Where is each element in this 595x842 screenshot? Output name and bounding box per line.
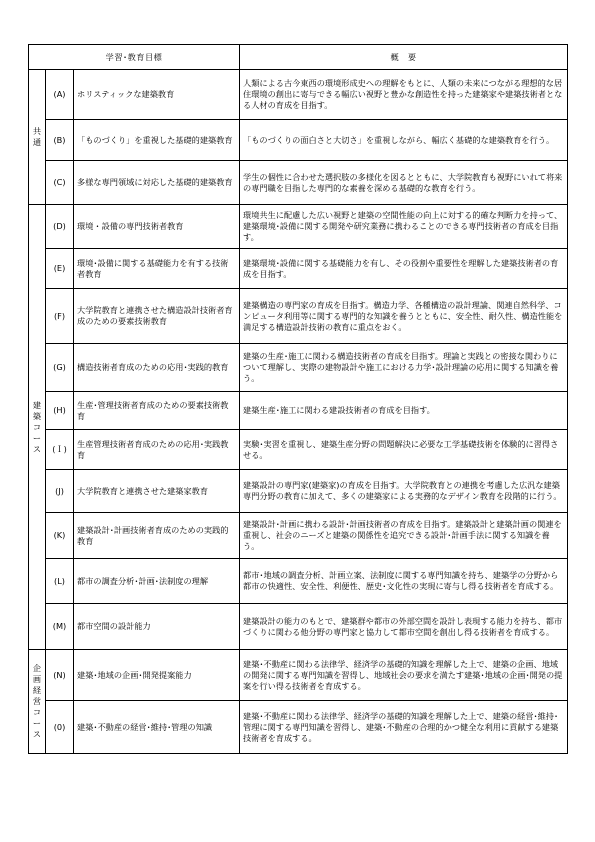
table-row (29, 513, 568, 559)
goal-title: 環境･設備に関する基礎能力を有する技術者教育 (74, 249, 240, 289)
group-label-common: 共 通 (29, 70, 46, 205)
table-row (29, 392, 568, 430)
goal-code: (G) (46, 344, 74, 392)
goal-summary: 学生の個性に合わせた選択肢の多様化を図るとともに、大学院教育も視野にいれて将来の専門職を目指した専門的な素養を深める基礎的な教育を行う。 (240, 161, 568, 205)
goal-summary: 建築設計の専門家(建築家)の育成を目指す。大学院教育との連携を考慮した広汎な建築専門分野の教育に加えて、多くの建築家による実務的なデザイン教育を段階的に行う。 (240, 470, 568, 513)
goal-title: 生産管理技術者育成のための応用･実践教育 (74, 430, 240, 470)
goal-code: (Ｉ) (46, 430, 74, 470)
goal-summary: 環境共生に配慮した広い視野と建築の空間性能の向上に対する的確な判断力を持って、建築環境･設備に関する開発や研究業務に携わることのできる専門技術者の育成を目指す。 (240, 205, 568, 249)
goal-summary: 人類による古今東西の環境形成史への理解をもとに、人類の未来につながる理想的な居住環境の創出に寄与できる幅広い視野と豊かな創造性を持った建築家や建築技術者となる人材の育成を目指す。 (240, 70, 568, 120)
goal-summary: 建築環境･設備に関する基礎能力を有し、その役割や重要性を理解した建築技術者の育成を目指す。 (240, 249, 568, 289)
goal-title: 「ものづくり」を重視した基礎的建築教育 (74, 120, 240, 161)
goal-code: (K) (46, 513, 74, 559)
goal-code: (H) (46, 392, 74, 430)
goal-summary: 建築構造の専門家の育成を目指す。構造力学、各種構造の設計理論、関連自然科学、コンピュータ利用等に関する専門的な知識を養うとともに、安全性、耐久性、構造性能を満足する構造設計技術の教育に重点をおく。 (240, 289, 568, 344)
table-row (29, 701, 568, 754)
group-label-planning: 企 画 経 営 コ ー ス (29, 650, 46, 754)
goal-summary: 建築生産･施工に関わる建設技術者の育成を目指す。 (240, 392, 568, 430)
goal-code: (A) (46, 70, 74, 120)
goal-title: 都市の調査分析･計画･法制度の理解 (74, 559, 240, 604)
table-row (29, 470, 568, 513)
goal-code: (J) (46, 470, 74, 513)
goal-code: (D) (46, 205, 74, 249)
education-goals-table (28, 44, 568, 754)
goal-code: (C) (46, 161, 74, 205)
goal-code: (N) (46, 650, 74, 701)
table-row (29, 344, 568, 392)
table-header-row (29, 45, 568, 70)
goal-summary: 建築設計･計画に携わる設計･計画技術者の育成を目指す。建築設計と建築計画の関連を重視し、社会のニーズと建築の関係性を追究できる設計･計画手法に関する知識を養う。 (240, 513, 568, 559)
goal-code: (M) (46, 604, 74, 650)
table-row (29, 559, 568, 604)
goal-code: (E) (46, 249, 74, 289)
goal-code: (0) (46, 701, 74, 754)
table-row (29, 161, 568, 205)
goal-code: (L) (46, 559, 74, 604)
group-label-architecture: 建 築 コ ー ス (29, 205, 46, 650)
table-row (29, 70, 568, 120)
goal-title: 大学院教育と連携させた建築家教育 (74, 470, 240, 513)
goal-summary: 建築･不動産に関わる法律学、経済学の基礎的知識を理解した上で、建築の経営･維持･管理に関する専門知識を習得し、建築･不動産の合理的かつ健全な利用に貢献する建築技術者を育成する。 (240, 701, 568, 754)
goal-title: 構造技術者育成のための応用･実践的教育 (74, 344, 240, 392)
goal-summary: 実験･実習を重視し、建築生産分野の問題解決に必要な工学基礎技術を体験的に習得させる。 (240, 430, 568, 470)
table-row (29, 120, 568, 161)
goal-summary: 都市･地域の調査分析、計画立案、法制度に関する専門知識を持ち、建築学の分野から都市の快適性、安全性、利便性、歴史･文化性の実現に寄与し得る技術者を育成する。 (240, 559, 568, 604)
goal-code: (F) (46, 289, 74, 344)
header-summary: 概 要 (240, 45, 568, 70)
goal-summary: 建築･不動産に関わる法律学、経済学の基礎的知識を理解した上で、建築の企画、地域の開発に関する専門知識を習得し、地域社会の要求を満たす建築･地域の企画･開発の提案を行い得る技術者を育成する。 (240, 650, 568, 701)
header-goal: 学習･教育目標 (29, 45, 240, 70)
table-row (29, 650, 568, 701)
goal-title: 建築設計･計画技術者育成のための実践的教育 (74, 513, 240, 559)
goal-title: 都市空間の設計能力 (74, 604, 240, 650)
goal-code: (B) (46, 120, 74, 161)
table-row (29, 604, 568, 650)
goal-title: 建築･地域の企画･開発提案能力 (74, 650, 240, 701)
table-row (29, 430, 568, 470)
goal-summary: 「ものづくりの面白さと大切さ」を重視しながら、幅広く基礎的な建築教育を行う。 (240, 120, 568, 161)
goal-title: 生産･管理技術者育成のための要素技術教育 (74, 392, 240, 430)
goal-summary: 建築設計の能力のもとで、建築群や都市の外部空間を設計し表現する能力を持ち、都市づくりに関わる他分野の専門家と協力して都市空間を創出し得る技術者を育成する。 (240, 604, 568, 650)
goal-title: 多様な専門領域に対応した基礎的建築教育 (74, 161, 240, 205)
table-row (29, 205, 568, 249)
goal-title: ホリスティックな建築教育 (74, 70, 240, 120)
goal-summary: 建築の生産･施工に関わる構造技術者の育成を目指す。理論と実践との密接な関わりについて理解し、実際の建物設計や施工における力学･設計理論の応用に関する知識を養う。 (240, 344, 568, 392)
goal-title: 環境・設備の専門技術者教育 (74, 205, 240, 249)
goal-title: 大学院教育と連携させた構造設計技術者育成のための要素技術教育 (74, 289, 240, 344)
table-row (29, 249, 568, 289)
goal-title: 建築･不動産の経営･維持･管理の知識 (74, 701, 240, 754)
table-row (29, 289, 568, 344)
